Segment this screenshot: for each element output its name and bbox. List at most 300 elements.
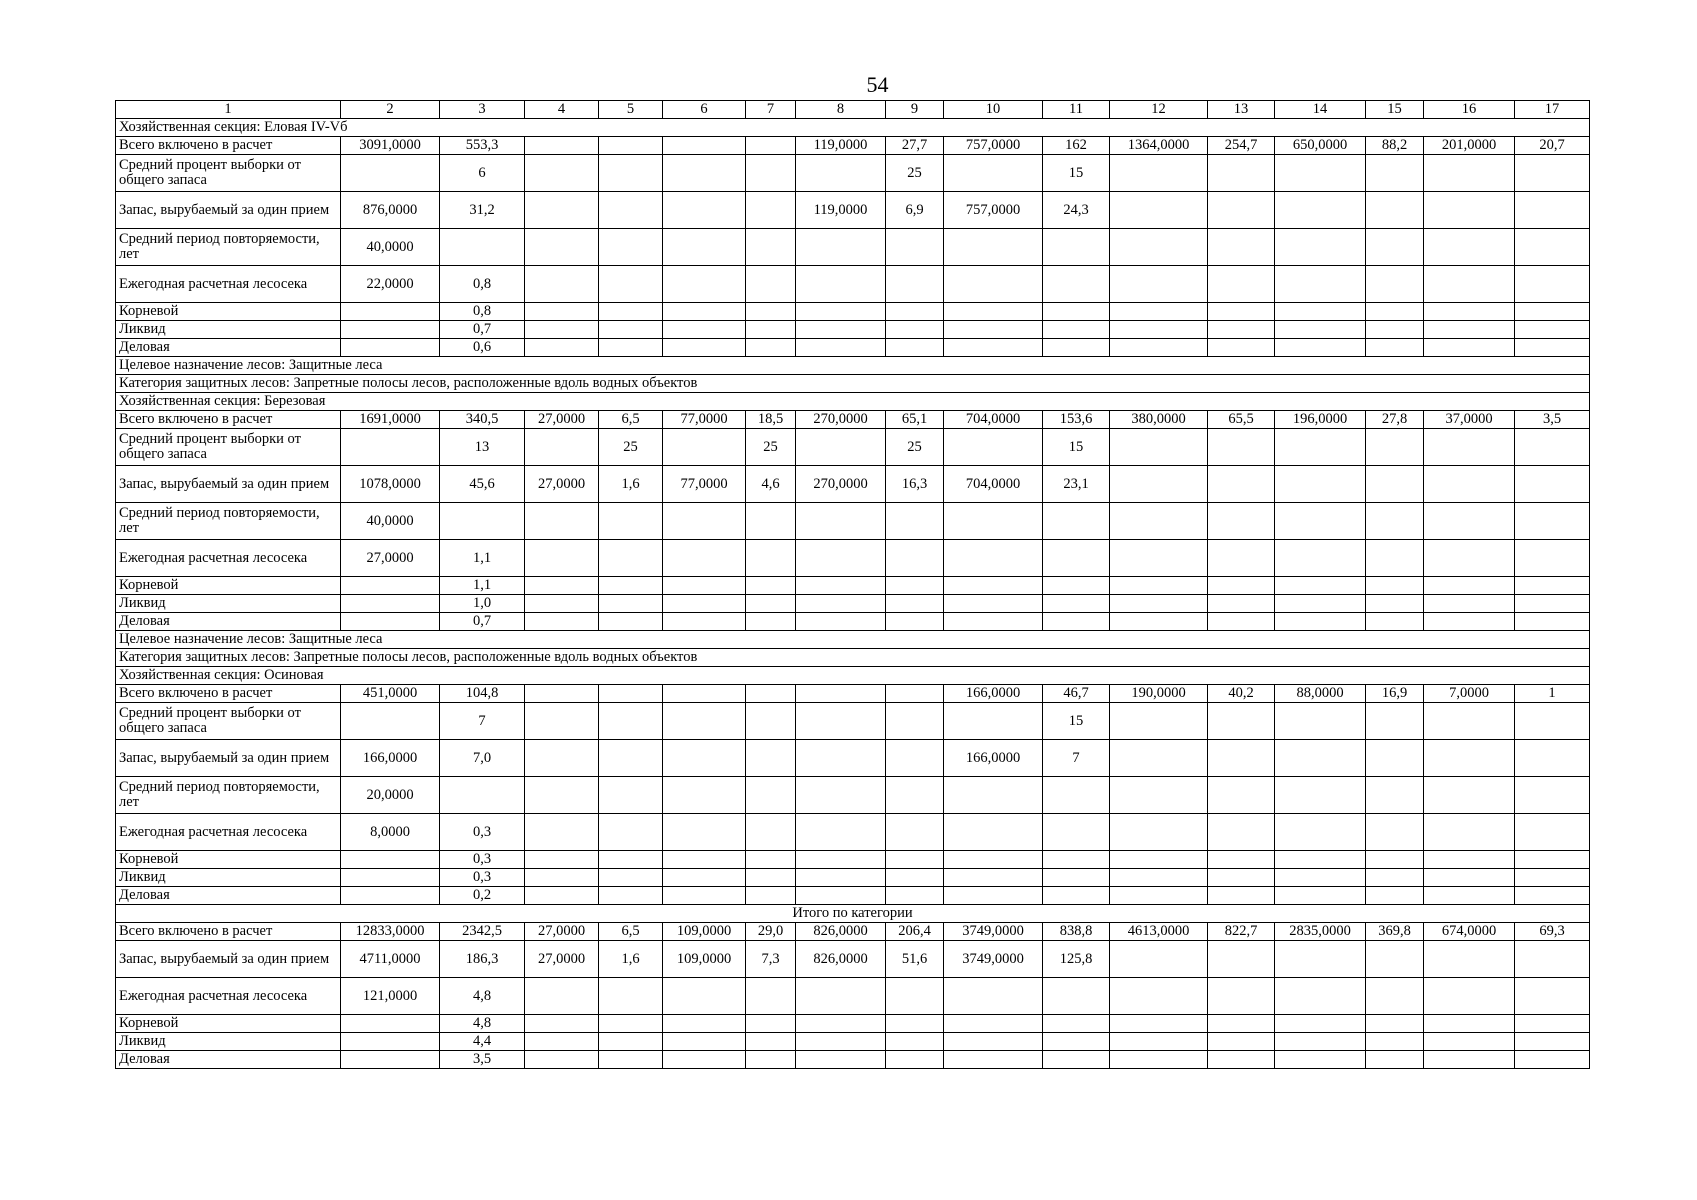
table-cell [1366, 941, 1424, 978]
column-number-cell: 1 [116, 101, 341, 119]
table-cell [1366, 851, 1424, 869]
table-cell [886, 703, 944, 740]
table-cell [341, 1033, 440, 1051]
table-cell [1043, 503, 1110, 540]
table-cell [944, 339, 1043, 357]
table-cell [796, 429, 886, 466]
row-label: Ликвид [116, 1033, 341, 1051]
table-cell [525, 339, 599, 357]
table-cell [599, 1015, 663, 1033]
section-header-row [116, 375, 1590, 393]
table-cell [1515, 613, 1590, 631]
table-cell [1208, 1015, 1275, 1033]
table-cell: 1078,0000 [341, 466, 440, 503]
table-cell [746, 577, 796, 595]
table-cell [599, 321, 663, 339]
table-cell [663, 703, 746, 740]
table-cell [1515, 978, 1590, 1015]
table-cell [1110, 703, 1208, 740]
table-cell [1275, 466, 1366, 503]
table-cell: 1,6 [599, 941, 663, 978]
table-cell: 4,6 [746, 466, 796, 503]
table-cell [796, 777, 886, 814]
table-cell [746, 685, 796, 703]
table-cell: 0,3 [440, 869, 525, 887]
table-cell: 0,7 [440, 613, 525, 631]
row-label: Всего включено в расчет [116, 923, 341, 941]
table-cell [1275, 814, 1366, 851]
table-cell [1110, 321, 1208, 339]
table-cell: 27,7 [886, 137, 944, 155]
table-cell [746, 137, 796, 155]
table-cell [1275, 577, 1366, 595]
table-cell [1275, 321, 1366, 339]
column-number-cell: 9 [886, 101, 944, 119]
table-cell [886, 577, 944, 595]
table-cell [1208, 978, 1275, 1015]
table-cell [1208, 229, 1275, 266]
table-cell [1424, 740, 1515, 777]
table-cell [796, 1033, 886, 1051]
table-cell [1366, 540, 1424, 577]
table-cell [1424, 941, 1515, 978]
column-number-cell: 4 [525, 101, 599, 119]
table-cell [1208, 321, 1275, 339]
row-label: Запас, вырубаемый за один прием [116, 466, 341, 503]
table-cell: 77,0000 [663, 411, 746, 429]
table-cell [1208, 703, 1275, 740]
table-cell [525, 685, 599, 703]
table-cell [525, 321, 599, 339]
table-cell [1515, 703, 1590, 740]
table-cell [1043, 1051, 1110, 1069]
table-row [116, 1051, 1590, 1069]
section-header-row [116, 631, 1590, 649]
table-cell [886, 740, 944, 777]
table-cell [1275, 503, 1366, 540]
table-cell: 25 [886, 155, 944, 192]
table-row [116, 466, 1590, 503]
table-cell [886, 1015, 944, 1033]
row-label: Корневой [116, 1015, 341, 1033]
table-cell: 153,6 [1043, 411, 1110, 429]
table-row [116, 703, 1590, 740]
table-cell [886, 595, 944, 613]
table-cell [1110, 1015, 1208, 1033]
table-cell [944, 1033, 1043, 1051]
table-cell: 2835,0000 [1275, 923, 1366, 941]
table-cell [525, 851, 599, 869]
table-cell [1110, 229, 1208, 266]
table-cell [663, 229, 746, 266]
table-cell [1424, 613, 1515, 631]
table-cell: 166,0000 [944, 740, 1043, 777]
table-cell [1208, 577, 1275, 595]
table-cell [746, 613, 796, 631]
table-cell [886, 777, 944, 814]
table-cell: 13 [440, 429, 525, 466]
table-cell [663, 429, 746, 466]
table-cell [599, 266, 663, 303]
table-cell: 822,7 [1208, 923, 1275, 941]
table-cell [944, 266, 1043, 303]
table-cell [944, 229, 1043, 266]
row-label: Деловая [116, 613, 341, 631]
table-cell: 4,8 [440, 978, 525, 1015]
table-row [116, 192, 1590, 229]
table-cell [1275, 941, 1366, 978]
table-cell: 3,5 [1515, 411, 1590, 429]
table-cell [886, 613, 944, 631]
table-cell [1208, 429, 1275, 466]
table-cell: 109,0000 [663, 941, 746, 978]
table-cell: 15 [1043, 703, 1110, 740]
table-cell [1043, 321, 1110, 339]
table-cell: 704,0000 [944, 411, 1043, 429]
table-cell: 2342,5 [440, 923, 525, 941]
row-label: Деловая [116, 887, 341, 905]
table-cell [525, 266, 599, 303]
table-cell [1515, 869, 1590, 887]
column-number-cell: 13 [1208, 101, 1275, 119]
table-cell [746, 339, 796, 357]
table-cell [525, 595, 599, 613]
table-cell [1043, 303, 1110, 321]
table-cell: 40,0000 [341, 229, 440, 266]
table-cell [1275, 229, 1366, 266]
table-cell [1366, 978, 1424, 1015]
table-cell [944, 321, 1043, 339]
table-cell [796, 613, 886, 631]
table-cell [341, 869, 440, 887]
table-cell [1515, 229, 1590, 266]
table-cell [1366, 777, 1424, 814]
column-number-cell: 12 [1110, 101, 1208, 119]
section-header-row [116, 357, 1590, 375]
table-cell [525, 155, 599, 192]
table-cell [1275, 613, 1366, 631]
table-cell [796, 685, 886, 703]
table-cell [1424, 1051, 1515, 1069]
table-cell [746, 814, 796, 851]
table-cell: 1,6 [599, 466, 663, 503]
table-cell [746, 869, 796, 887]
table-cell [886, 887, 944, 905]
table-cell: 37,0000 [1424, 411, 1515, 429]
table-cell [663, 1015, 746, 1033]
table-cell [1366, 1033, 1424, 1051]
table-cell [1366, 303, 1424, 321]
table-cell [1424, 429, 1515, 466]
table-cell [1366, 1051, 1424, 1069]
table-cell [944, 703, 1043, 740]
table-cell [599, 339, 663, 357]
table-cell [796, 869, 886, 887]
table-cell [525, 777, 599, 814]
table-cell [1275, 429, 1366, 466]
table-cell: 104,8 [440, 685, 525, 703]
table-cell: 704,0000 [944, 466, 1043, 503]
table-cell [1515, 192, 1590, 229]
table-cell [886, 303, 944, 321]
column-number-header [116, 101, 1590, 119]
page-number: 54 [866, 72, 889, 97]
table-cell [525, 503, 599, 540]
table-cell [1110, 941, 1208, 978]
table-cell: 4711,0000 [341, 941, 440, 978]
table-cell [746, 229, 796, 266]
table-cell [944, 503, 1043, 540]
table-cell: 65,5 [1208, 411, 1275, 429]
table-cell [1208, 869, 1275, 887]
table-cell: 15 [1043, 429, 1110, 466]
row-label: Деловая [116, 339, 341, 357]
table-row [116, 540, 1590, 577]
table-cell [1208, 339, 1275, 357]
table-cell [1275, 978, 1366, 1015]
row-label: Корневой [116, 851, 341, 869]
table-cell: 650,0000 [1275, 137, 1366, 155]
table-cell [1208, 777, 1275, 814]
table-cell [1208, 192, 1275, 229]
table-cell [944, 777, 1043, 814]
table-cell [1366, 339, 1424, 357]
table-cell: 24,3 [1043, 192, 1110, 229]
table-cell [341, 595, 440, 613]
table-cell [1424, 1015, 1515, 1033]
table-cell [796, 595, 886, 613]
table-cell [1110, 887, 1208, 905]
table-cell [599, 303, 663, 321]
column-number-cell: 16 [1424, 101, 1515, 119]
table-row [116, 869, 1590, 887]
table-cell [525, 192, 599, 229]
table-cell: 0,8 [440, 266, 525, 303]
table-cell [886, 540, 944, 577]
table-cell [796, 978, 886, 1015]
row-label: Запас, вырубаемый за один прием [116, 192, 341, 229]
table-cell: 1 [1515, 685, 1590, 703]
table-cell: 18,5 [746, 411, 796, 429]
table-cell: 0,6 [440, 339, 525, 357]
table-cell: 12833,0000 [341, 923, 440, 941]
table-cell: 25 [886, 429, 944, 466]
table-cell [1208, 266, 1275, 303]
table-cell: 166,0000 [341, 740, 440, 777]
table-cell: 1,1 [440, 540, 525, 577]
table-cell: 7 [1043, 740, 1110, 777]
table-row [116, 503, 1590, 540]
table-cell [796, 339, 886, 357]
table-cell [341, 887, 440, 905]
table-cell [1515, 1051, 1590, 1069]
table-row [116, 266, 1590, 303]
table-cell [440, 503, 525, 540]
table-cell [1275, 1051, 1366, 1069]
table-cell [341, 429, 440, 466]
column-number-cell: 8 [796, 101, 886, 119]
table-cell [599, 577, 663, 595]
table-cell: 6,9 [886, 192, 944, 229]
table-cell: 119,0000 [796, 192, 886, 229]
table-cell [1110, 577, 1208, 595]
table-cell [944, 540, 1043, 577]
table-cell [944, 613, 1043, 631]
table-cell [663, 1033, 746, 1051]
row-label: Ежегодная расчетная лесосека [116, 814, 341, 851]
table-cell [1515, 851, 1590, 869]
table-cell [1208, 466, 1275, 503]
row-label: Корневой [116, 577, 341, 595]
table-cell: 8,0000 [341, 814, 440, 851]
section-header-label: Хозяйственная секция: Осиновая [116, 667, 1590, 685]
column-number-cell: 14 [1275, 101, 1366, 119]
table-cell [525, 978, 599, 1015]
table-cell: 1,0 [440, 595, 525, 613]
table-cell [1424, 321, 1515, 339]
table-cell [886, 869, 944, 887]
table-cell [1275, 155, 1366, 192]
table-cell: 7,0 [440, 740, 525, 777]
table-cell: 27,0000 [341, 540, 440, 577]
table-cell [746, 740, 796, 777]
row-label: Ежегодная расчетная лесосека [116, 266, 341, 303]
table-cell: 27,8 [1366, 411, 1424, 429]
table-cell [1110, 595, 1208, 613]
table-cell [341, 155, 440, 192]
row-label: Ликвид [116, 595, 341, 613]
table-cell [1424, 703, 1515, 740]
table-row [116, 740, 1590, 777]
table-row [116, 339, 1590, 357]
table-cell [1366, 229, 1424, 266]
table-cell [1515, 303, 1590, 321]
table-cell [1275, 777, 1366, 814]
table-cell [1366, 266, 1424, 303]
table-cell: 1,1 [440, 577, 525, 595]
table-cell [796, 703, 886, 740]
table-cell [944, 887, 1043, 905]
table-cell: 23,1 [1043, 466, 1110, 503]
table-cell: 340,5 [440, 411, 525, 429]
table-cell [525, 613, 599, 631]
table-cell [1424, 229, 1515, 266]
table-cell [1208, 941, 1275, 978]
table-cell: 674,0000 [1424, 923, 1515, 941]
table-cell [1110, 869, 1208, 887]
table-cell [1110, 1033, 1208, 1051]
table-cell [1366, 192, 1424, 229]
table-cell [796, 851, 886, 869]
table-cell [796, 229, 886, 266]
table-cell [1515, 540, 1590, 577]
table-cell [599, 887, 663, 905]
table-cell [599, 703, 663, 740]
table-cell: 0,2 [440, 887, 525, 905]
table-cell [1043, 339, 1110, 357]
table-cell [886, 978, 944, 1015]
table-cell [1275, 887, 1366, 905]
table-cell: 45,6 [440, 466, 525, 503]
table-cell [663, 540, 746, 577]
table-cell [886, 266, 944, 303]
table-cell [1110, 777, 1208, 814]
table-cell [1366, 503, 1424, 540]
table-cell: 27,0000 [525, 466, 599, 503]
table-cell [599, 814, 663, 851]
table-cell: 380,0000 [1110, 411, 1208, 429]
table-cell [746, 540, 796, 577]
table-cell [1424, 303, 1515, 321]
table-cell [1424, 339, 1515, 357]
table-cell [341, 851, 440, 869]
table-cell: 254,7 [1208, 137, 1275, 155]
table-cell [1043, 613, 1110, 631]
table-cell [1043, 1015, 1110, 1033]
table-cell [663, 685, 746, 703]
table-cell [599, 851, 663, 869]
table-cell [1110, 192, 1208, 229]
table-cell [663, 595, 746, 613]
table-cell [525, 1033, 599, 1051]
table-cell [1515, 1033, 1590, 1051]
table-cell [663, 266, 746, 303]
table-cell [599, 1051, 663, 1069]
table-cell [944, 978, 1043, 1015]
table-cell [440, 777, 525, 814]
table-cell [1515, 740, 1590, 777]
table-cell [525, 229, 599, 266]
table-cell [341, 703, 440, 740]
table-cell: 166,0000 [944, 685, 1043, 703]
table-cell [944, 1051, 1043, 1069]
section-header-row [116, 649, 1590, 667]
table-cell [886, 229, 944, 266]
table-cell [1043, 266, 1110, 303]
table-cell [1275, 869, 1366, 887]
table-row [116, 814, 1590, 851]
table-cell: 0,7 [440, 321, 525, 339]
table-cell: 162 [1043, 137, 1110, 155]
table-cell: 1364,0000 [1110, 137, 1208, 155]
table-cell [944, 814, 1043, 851]
table-cell [746, 303, 796, 321]
table-cell [1275, 740, 1366, 777]
section-header-label: Категория защитных лесов: Запретные полосы лесов, расположенные вдоль водных объектов [116, 375, 1590, 393]
table-cell [1043, 1033, 1110, 1051]
table-cell: 27,0000 [525, 941, 599, 978]
column-number-cell: 2 [341, 101, 440, 119]
table-cell [1110, 540, 1208, 577]
table-cell: 826,0000 [796, 923, 886, 941]
table-cell [1515, 266, 1590, 303]
table-cell [1110, 303, 1208, 321]
table-cell [525, 303, 599, 321]
table-cell [1515, 466, 1590, 503]
row-label: Запас, вырубаемый за один прием [116, 941, 341, 978]
table-cell [1110, 466, 1208, 503]
table-row [116, 923, 1590, 941]
table-cell [886, 685, 944, 703]
row-label: Средний процент выборки от общего запаса [116, 703, 341, 740]
table-cell [663, 851, 746, 869]
table-cell [1424, 777, 1515, 814]
table-cell [1043, 869, 1110, 887]
table-cell: 0,8 [440, 303, 525, 321]
table-cell: 553,3 [440, 137, 525, 155]
table-cell [944, 303, 1043, 321]
table-cell [1208, 613, 1275, 631]
